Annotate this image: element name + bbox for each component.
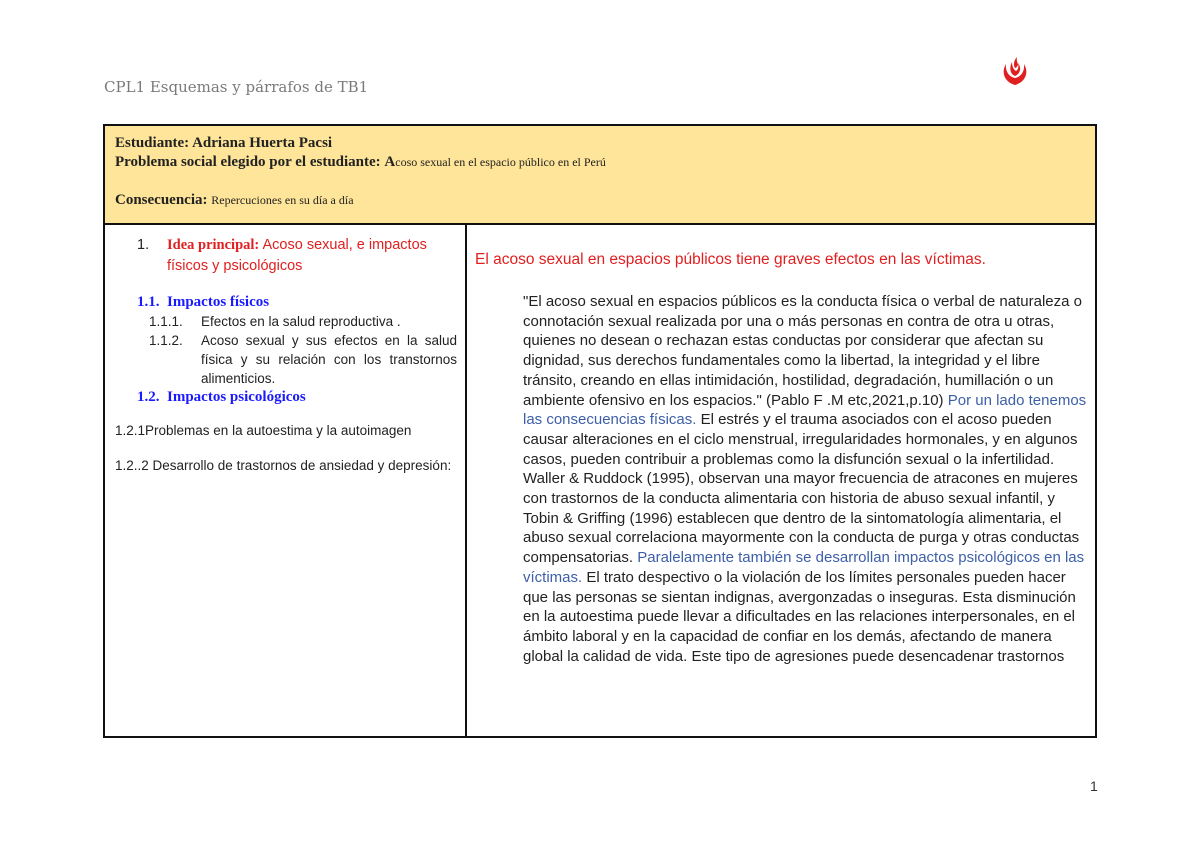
body-quote: "El acoso sexual en espacios públicos es la conducta física o verbal de naturaleza o connotación sexual realizada por una o más personas en contra de otra u otras, quienes no desean o rechazan estas conductas por considerar que afectan su dignidad, sus derechos fundamentales como la libertad, la integridad y el libre tránsito, creando en ellas intimidación, hostilidad, degradación, humillación o un ambiente ofensivo en los espacios." (Pablo F .M etc,2021,p.10) <box>523 293 1082 409</box>
content-column <box>467 225 1095 736</box>
outline-paragraph: 1.2.1Problemas en la autoestima y la autoimagen <box>115 423 412 438</box>
topic-sentence-psychological: Paralelamente también se desarrollan impactos psicológicos en las víctimas. <box>523 549 1085 586</box>
section-title: Impactos psicológicos <box>167 389 306 405</box>
outline-item-text: Efectos en la salud reproductiva . <box>201 314 401 329</box>
thesis-statement: El acoso sexual en espacios públicos tiene graves efectos en las víctimas. <box>475 251 986 268</box>
section-number: 1.2. <box>137 389 160 405</box>
main-idea-label: Idea principal: <box>167 237 260 253</box>
problem-initial: A <box>384 154 396 170</box>
document-title: CPL1 Esquemas y párrafos de TB1 <box>104 78 369 96</box>
student-info-header <box>105 126 1095 225</box>
consequence-label: Consecuencia: <box>115 192 208 208</box>
consequence-value: Repercuciones en su día a día <box>211 193 354 207</box>
problem-label: Problema social elegido por el estudiante: <box>115 154 381 170</box>
schema-table <box>103 124 1097 738</box>
outline-paragraph: 1.2..2 Desarrollo de trastornos de ansiedad y depresión: <box>115 458 452 473</box>
outline-column <box>105 225 467 736</box>
section-title: Impactos físicos <box>167 294 270 310</box>
problem-value: coso sexual en el espacio público en el Perú <box>395 155 606 169</box>
section-heading <box>115 293 457 312</box>
main-idea <box>115 235 457 277</box>
outline-item-number: 1.1.2. <box>149 333 183 348</box>
body-paragraph <box>523 292 1093 666</box>
body-physical: El estrés y el trauma asociados con el acoso pueden causar alteraciones en el ciclo menstrual, irregularidades hormonales, y en algunos casos, pueden contribuir a problemas como la disfunción sexual o la infertilidad. Waller & Ruddock (1995), observan una mayor frecuencia de atracones en mujeres con trastornos de la conducta alimentaria con historia de abuso sexual infantil, y Tobin & Griffing (1996) establecen que dentro de la sintomatología alimentaria, el abuso sexual correlaciona mayormente con la conducta de purga y otras conductas compensatorias. <box>523 411 1080 567</box>
body-psychological: El trato despectivo o la violación de los límites personales pueden hacer que las personas se sientan indignas, avergonzadas o inseguras. Esta disminución en la autoestima puede llevar a dificultades en las relaciones interpersonales, en el ámbito laboral y en la capacidad de confiar en los demás, afectando de manera global la calidad de vida. Este tipo de agresiones puede desencadenar trastornos <box>523 568 1076 665</box>
section-number: 1.1. <box>137 294 160 310</box>
page-number: 1 <box>1090 778 1098 794</box>
outline-item-text: Acoso sexual y sus efectos en la salud física y su relación con los transtornos alimenticios. <box>201 333 457 386</box>
main-idea-text: Acoso sexual, e impactos físicos y psicológicos <box>167 237 427 274</box>
outline-item <box>115 312 457 331</box>
student-name: Estudiante: Adriana Huerta Pacsi <box>115 135 333 151</box>
section-heading <box>115 388 457 407</box>
upc-logo-icon <box>998 54 1032 88</box>
outline-item-number: 1.1.1. <box>149 314 183 329</box>
topic-sentence-physical: Por un lado tenemos las consecuencias físicas. <box>523 391 1087 429</box>
main-idea-number: 1. <box>137 237 150 253</box>
outline-item <box>115 331 457 388</box>
